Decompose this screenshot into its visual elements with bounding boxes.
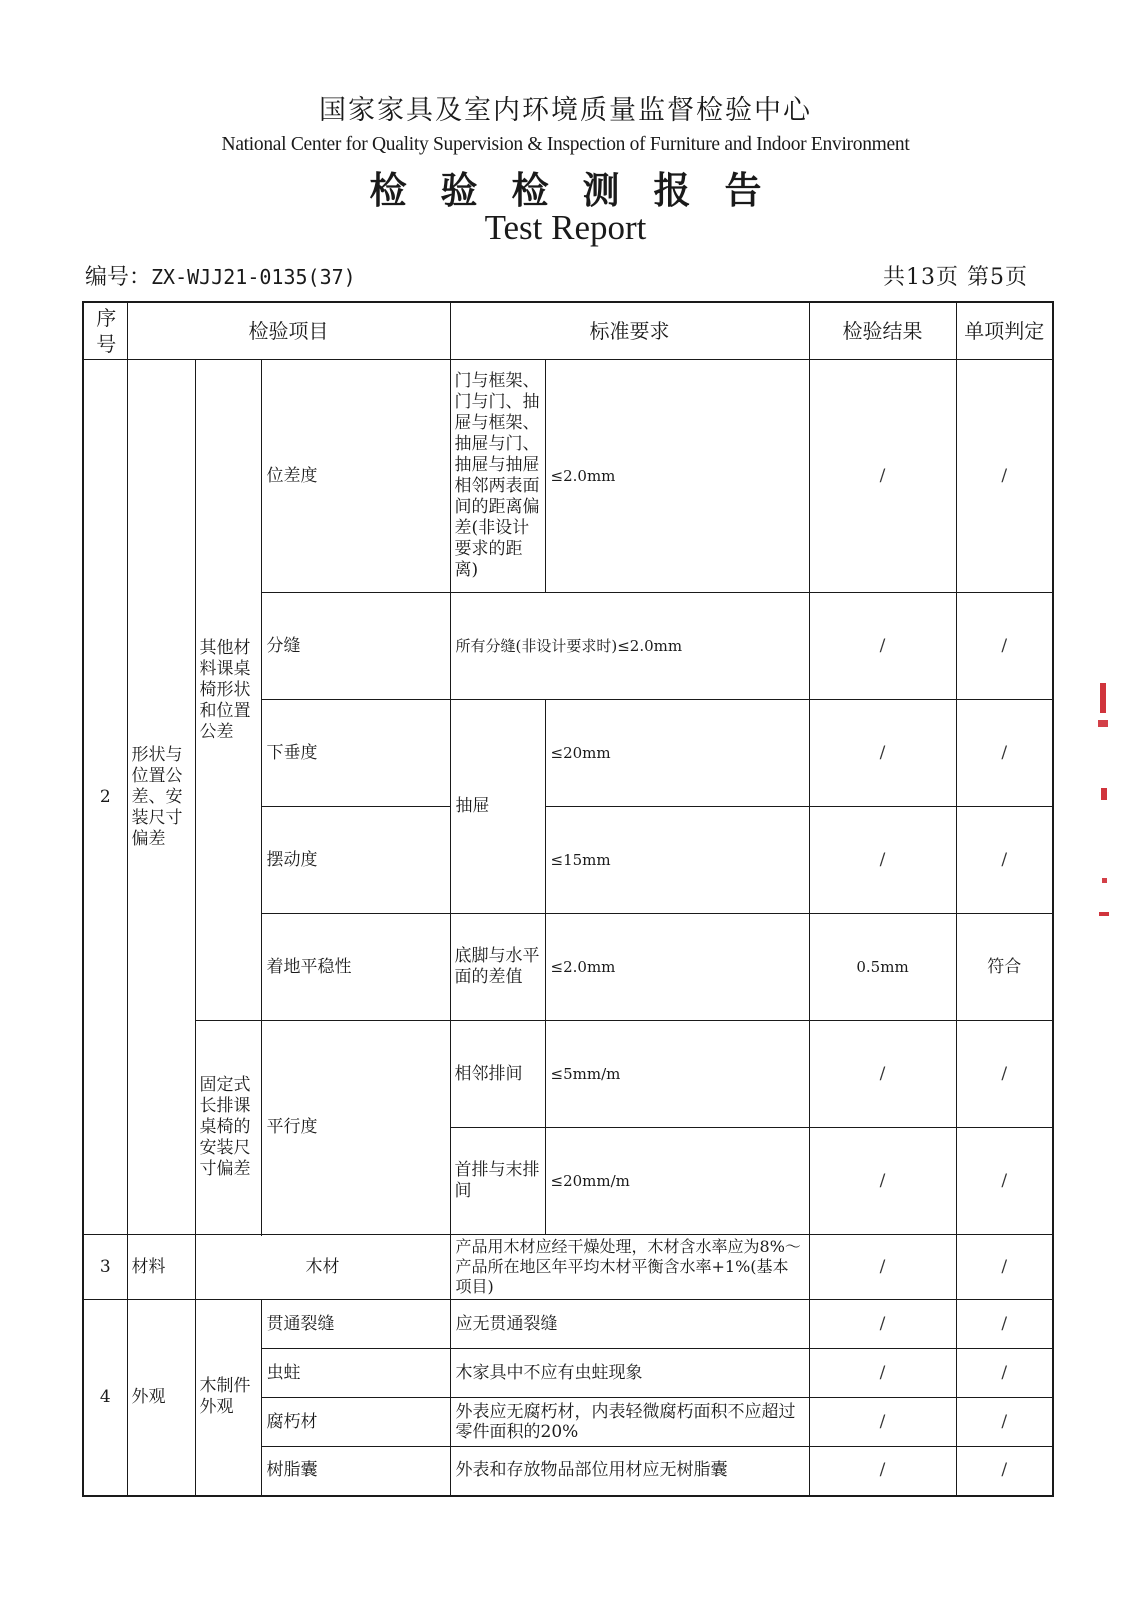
report-number-value: ZX-WJJ21-0135(37) [151, 265, 356, 289]
item-result: 0.5mm [809, 914, 956, 1021]
section-name: 外观 [127, 1300, 195, 1496]
item-result: / [809, 593, 956, 700]
header-seq: 序号 [83, 302, 127, 360]
org-name-cn: 国家家具及室内环境质量监督检验中心 [319, 95, 812, 126]
seal-fragment [1098, 720, 1108, 727]
header-item: 检验项目 [127, 302, 450, 360]
item-name: 分缝 [261, 593, 450, 700]
item-requirement: ≤15mm [545, 807, 809, 914]
page-indicator: 共13页 第5页 [883, 265, 1028, 290]
table-row [83, 1300, 1053, 1349]
item-requirement: 所有分缝(非设计要求时)≤2.0mm [450, 593, 809, 700]
item-name: 摆动度 [261, 807, 450, 914]
section-number: 4 [83, 1300, 127, 1496]
item-result: / [809, 1021, 956, 1128]
item-judgment: / [956, 1235, 1053, 1300]
item-result: / [809, 1398, 956, 1447]
item-result: / [809, 807, 956, 914]
item-judgment: 符合 [956, 914, 1053, 1021]
item-result: / [809, 360, 956, 593]
seal-fragment [1101, 788, 1107, 800]
item-judgment: / [956, 1300, 1053, 1349]
header-standard: 标准要求 [450, 302, 809, 360]
item-judgment: / [956, 1021, 1053, 1128]
item-name: 腐朽材 [261, 1398, 450, 1447]
item-requirement: 产品用木材应经干燥处理，木材含水率应为8%～产品所在地区年平均木材平衡含水率+1%(基本项目) [450, 1235, 809, 1300]
item-sub-condition: 底脚与水平面的差值 [450, 914, 545, 1021]
item-requirement: ≤2.0mm [545, 914, 809, 1021]
item-name: 树脂囊 [261, 1447, 450, 1496]
item-sub-condition: 相邻排间 [450, 1021, 545, 1128]
item-requirement: ≤5mm/m [545, 1021, 809, 1128]
seal-fragment [1100, 683, 1106, 713]
item-name: 木材 [195, 1235, 450, 1300]
item-sub-condition: 门与框架、门与门、抽屉与框架、抽屉与门、抽屉与抽屉相邻两表面间的距离偏差(非设计要求的距离) [450, 360, 545, 593]
report-title-en: Test Report [484, 208, 647, 247]
header-result: 检验结果 [809, 302, 956, 360]
inspection-table [82, 301, 1054, 1497]
table-row [83, 1235, 1053, 1300]
item-requirement: 外表应无腐朽材，内表轻微腐朽面积不应超过零件面积的20% [450, 1398, 809, 1447]
item-name: 平行度 [261, 1021, 450, 1235]
seal-fragment [1099, 912, 1109, 916]
item-judgment: / [956, 1447, 1053, 1496]
item-result: / [809, 1235, 956, 1300]
group-label: 其他材料课桌椅形状和位置公差 [195, 360, 261, 1021]
org-name-en: National Center for Quality Supervision & Inspection of Furniture and Indoor Environment [221, 134, 910, 155]
item-requirement: 木家具中不应有虫蛀现象 [450, 1349, 809, 1398]
table-row [83, 360, 1053, 593]
item-name: 着地平稳性 [261, 914, 450, 1021]
item-judgment: / [956, 807, 1053, 914]
section-number: 3 [83, 1235, 127, 1300]
section-number: 2 [83, 360, 127, 1235]
item-requirement: 应无贯通裂缝 [450, 1300, 809, 1349]
header-judgment: 单项判定 [956, 302, 1053, 360]
item-sub-condition: 抽屉 [450, 700, 545, 914]
item-name: 位差度 [261, 360, 450, 593]
item-judgment: / [956, 1128, 1053, 1235]
item-judgment: / [956, 593, 1053, 700]
report-title-cn: 检验检测报告 [369, 168, 796, 212]
item-name: 贯通裂缝 [261, 1300, 450, 1349]
item-name: 虫蛀 [261, 1349, 450, 1398]
item-requirement: ≤20mm [545, 700, 809, 807]
seal-fragment [1102, 878, 1107, 883]
item-judgment: / [956, 700, 1053, 807]
report-number [85, 260, 356, 291]
item-judgment: / [956, 360, 1053, 593]
item-result: / [809, 1128, 956, 1235]
section-name: 材料 [127, 1235, 195, 1300]
item-result: / [809, 1300, 956, 1349]
table-row [83, 1021, 1053, 1128]
item-requirement: ≤20mm/m [545, 1128, 809, 1235]
item-sub-condition: 首排与末排间 [450, 1128, 545, 1235]
item-requirement: 外表和存放物品部位用材应无树脂囊 [450, 1447, 809, 1496]
item-judgment: / [956, 1349, 1053, 1398]
item-result: / [809, 1447, 956, 1496]
item-judgment: / [956, 1398, 1053, 1447]
item-requirement: ≤2.0mm [545, 360, 809, 593]
item-result: / [809, 1349, 956, 1398]
group-label: 固定式长排课桌椅的安装尺寸偏差 [195, 1021, 261, 1235]
report-number-label: 编号： [85, 265, 152, 290]
item-result: / [809, 700, 956, 807]
table-header-row [83, 302, 1053, 360]
group-label: 木制件外观 [195, 1300, 261, 1496]
section-name: 形状与位置公差、安装尺寸偏差 [127, 360, 195, 1235]
item-name: 下垂度 [261, 700, 450, 807]
